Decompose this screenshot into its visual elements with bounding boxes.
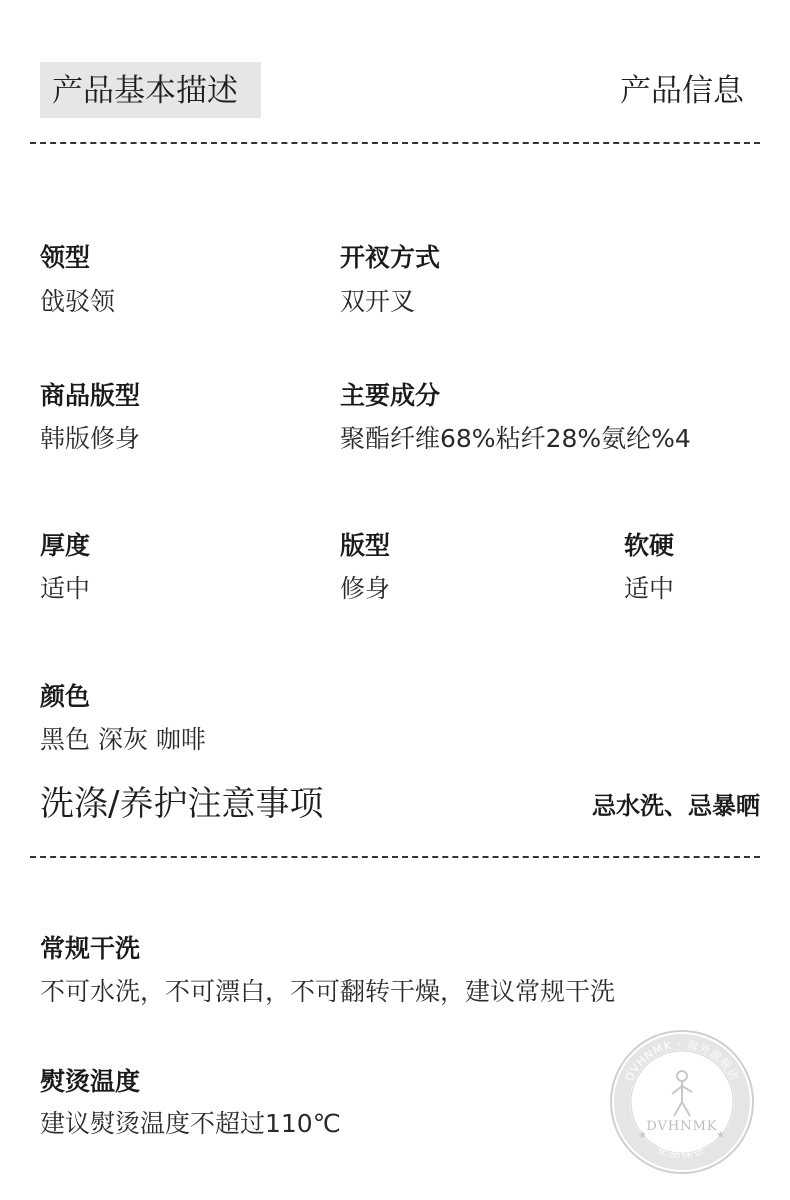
svg-text:正品保证: 正品保证: [655, 1142, 709, 1162]
dashed-divider: [30, 856, 760, 858]
care-warning-note: 忌水洗、忌暴晒: [592, 792, 760, 820]
svg-text:DVHNMK: DVHNMK: [646, 1119, 718, 1134]
attr-label-thickness: 厚度: [40, 531, 91, 560]
section-title-basic: 产品基本描述: [52, 73, 238, 109]
attr-label-collar: 领型: [40, 243, 91, 272]
attr-value-fit: 修身: [340, 574, 391, 603]
attr-label-color: 颜色: [40, 682, 91, 711]
attr-label-fit-style: 商品版型: [40, 381, 141, 410]
attr-label-fit: 版型: [340, 531, 391, 560]
dashed-divider: [30, 142, 760, 144]
care-section-title: 洗涤/养护注意事项: [40, 784, 324, 824]
attr-value-collar: 戗驳领: [40, 287, 116, 316]
svg-text:DVHNMK · 海外旗舰店: DVHNMK · 海外旗舰店: [622, 1037, 742, 1084]
care-value-dry-clean: 不可水洗，不可漂白，不可翻转干燥，建议常规干洗: [40, 977, 616, 1006]
svg-text:★: ★: [638, 1130, 647, 1141]
attr-value-fit-style: 韩版修身: [40, 424, 141, 453]
attr-value-material: 聚酯纤维68%粘纤28%氨纶%4: [340, 424, 691, 453]
attr-value-thickness: 适中: [40, 574, 91, 603]
attr-value-color: 黑色 深灰 咖啡: [40, 725, 206, 754]
attr-value-vent: 双开叉: [340, 287, 416, 316]
attr-label-softness: 软硬: [624, 531, 675, 560]
section-title-info: 产品信息: [620, 73, 744, 109]
care-label-dry-clean: 常规干洗: [40, 934, 141, 963]
care-value-ironing: 建议熨烫温度不超过110℃: [40, 1109, 341, 1138]
care-label-ironing: 熨烫温度: [40, 1067, 141, 1096]
attr-label-vent: 开衩方式: [340, 243, 441, 272]
svg-text:★: ★: [716, 1130, 725, 1141]
attr-value-softness: 适中: [624, 574, 675, 603]
attr-label-material: 主要成分: [340, 381, 441, 410]
brand-watermark-seal: [608, 1028, 756, 1176]
